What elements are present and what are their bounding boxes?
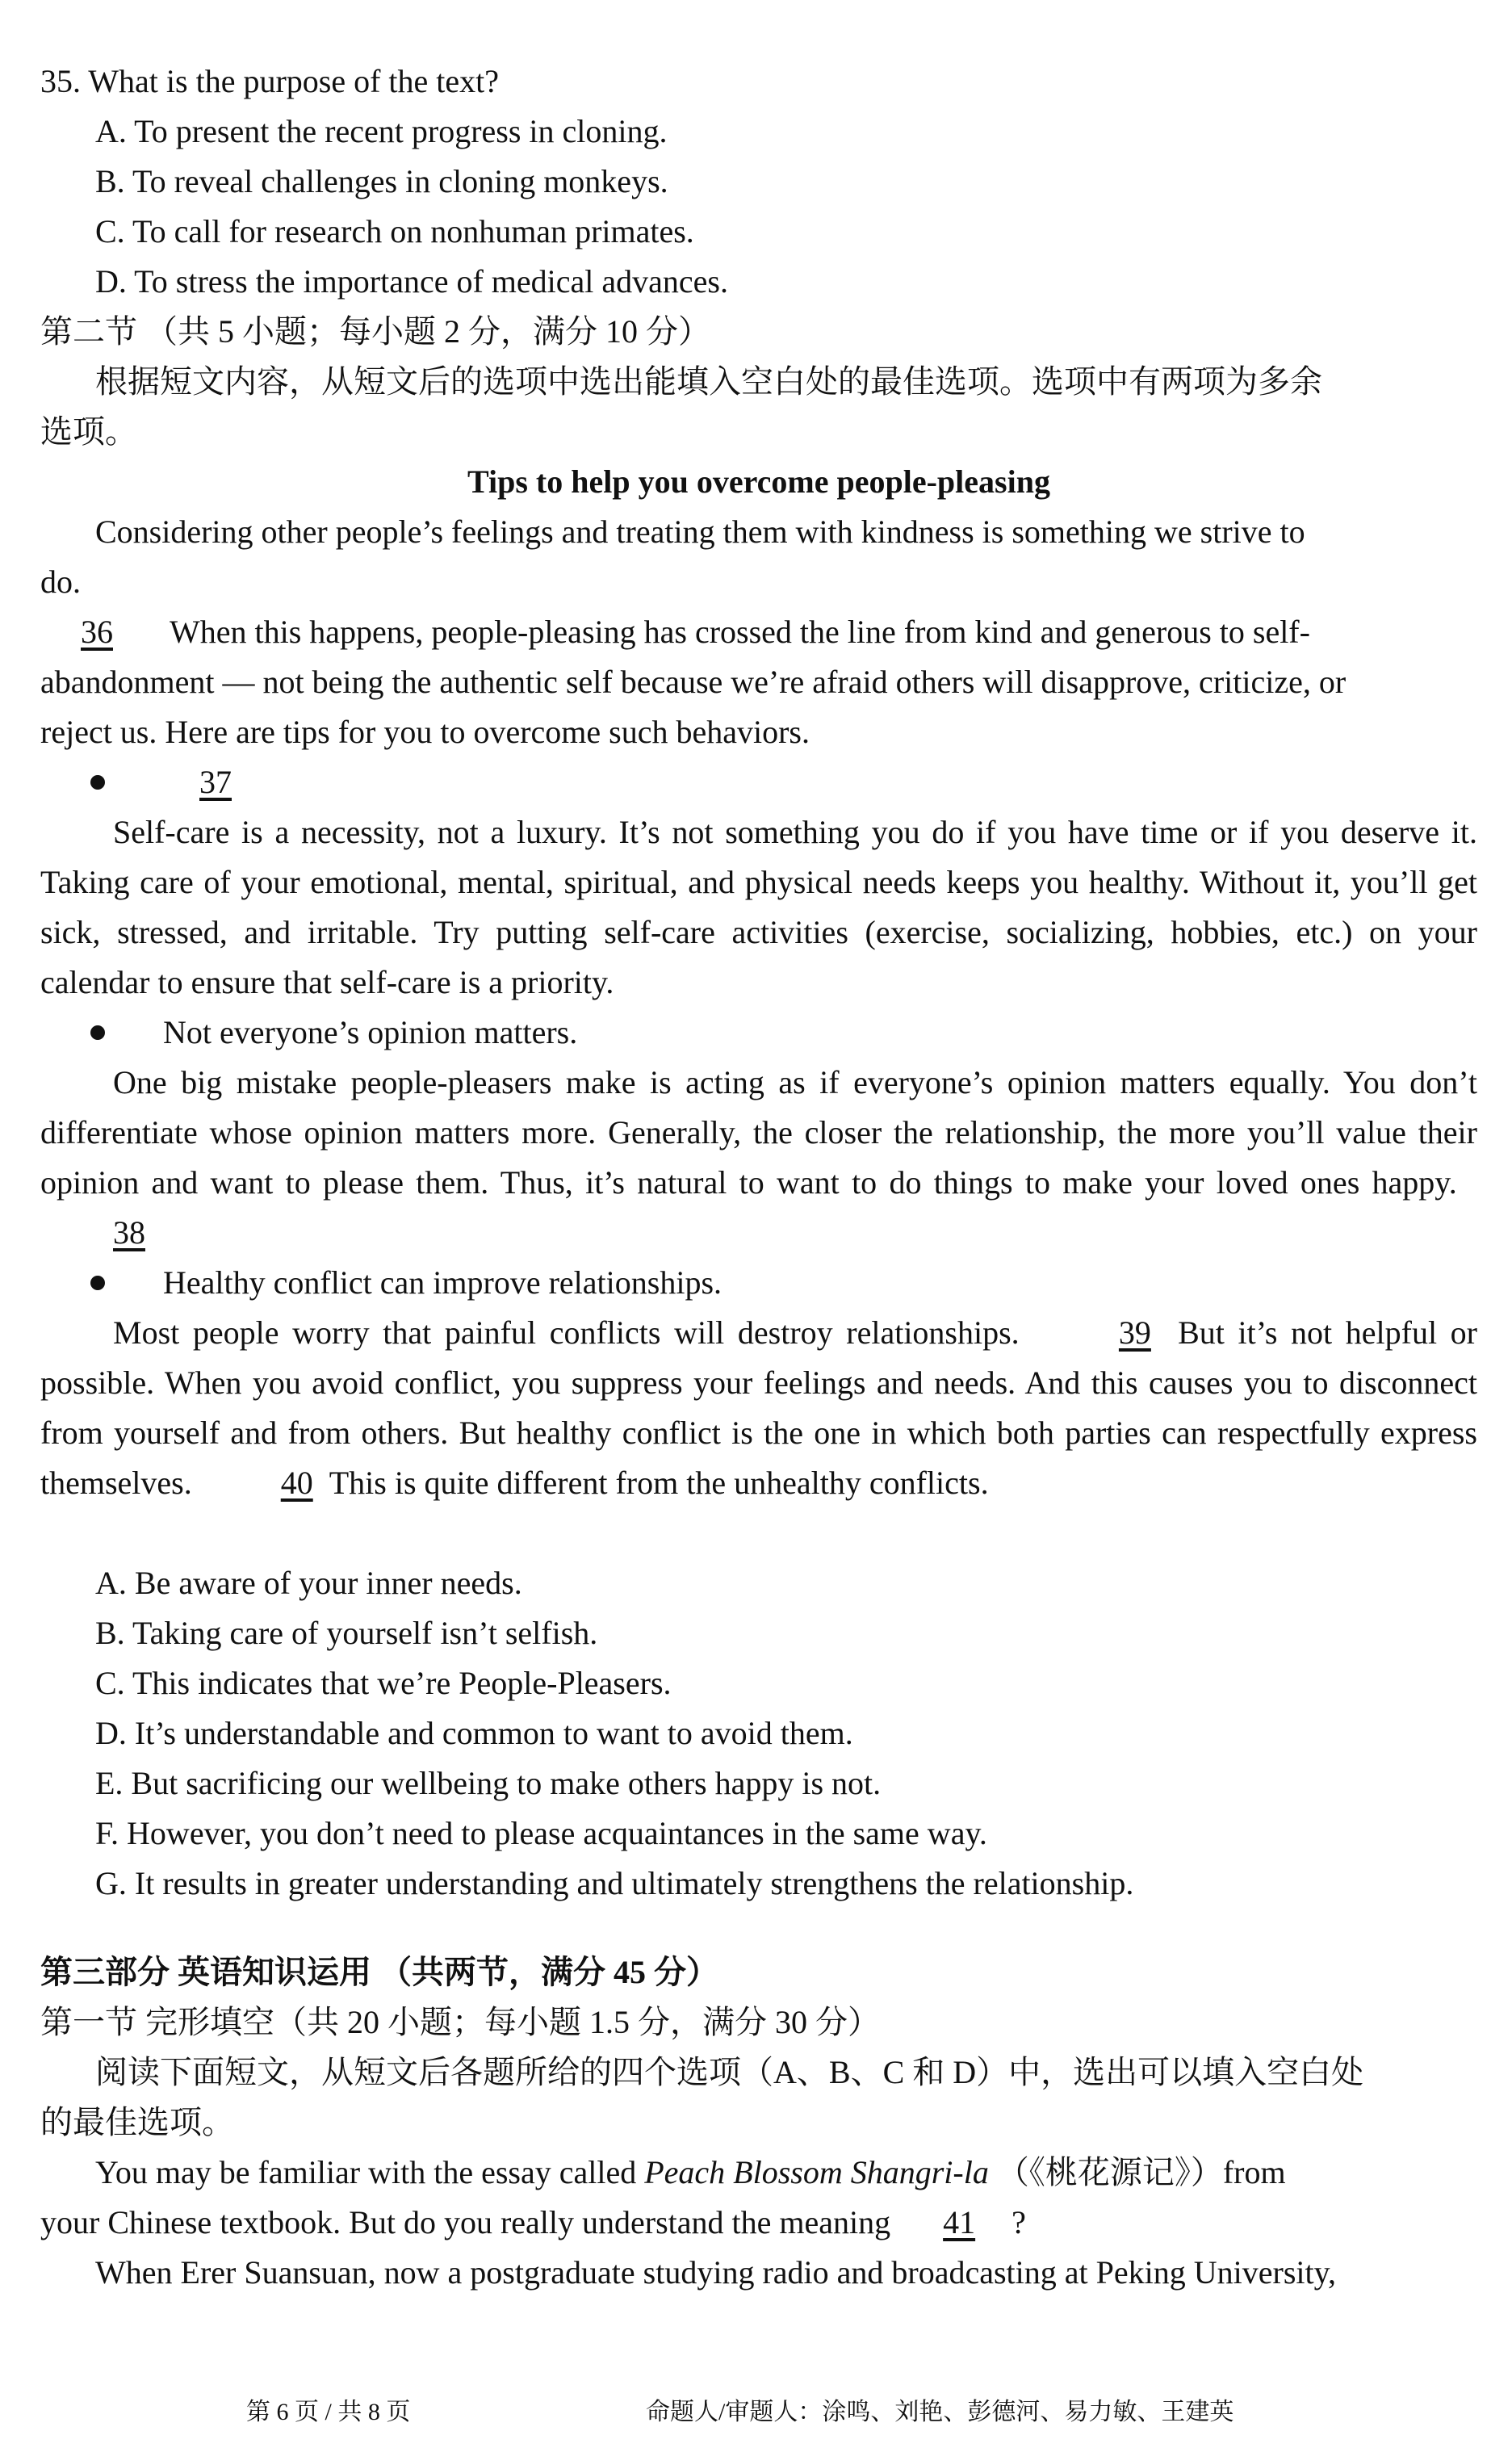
- part-3-instruction-2: 的最佳选项。: [40, 2104, 234, 2140]
- bullet-opinion-text: Not everyone’s opinion matters.: [163, 1014, 578, 1050]
- passage-p5-text-2: But it’s not helpful or possible. When you avoid conflict, you suppress your feelings and needs. And this causes you to disconnect from yourself and from others. But healthy conflict is the one in which both parties can respectfully express themselves.: [40, 1314, 1477, 1501]
- option-d: D. It’s understandable and common to want to avoid them.: [95, 1715, 853, 1751]
- blank-39: 39: [1118, 1314, 1151, 1351]
- option-f: F. However, you don’t need to please acquaintances in the same way.: [95, 1815, 987, 1851]
- passage-p5: [40, 1308, 1477, 1508]
- passage-p2-line2: abandonment — not being the authentic self because we’re afraid others will disapprove, criticize, or: [40, 664, 1347, 700]
- bullet-dot-icon: [90, 775, 105, 790]
- page-content: [40, 57, 1477, 2298]
- question-35-stem: 35. What is the purpose of the text?: [40, 63, 500, 99]
- section-2-instruction-1: 根据短文内容，从短文后的选项中选出能填入空白处的最佳选项。选项中有两项为多余: [95, 363, 1322, 400]
- cloze-p1-text-c: your Chinese textbook. But do you really understand the meaning: [40, 2204, 891, 2240]
- option-a: A. Be aware of your inner needs.: [95, 1565, 522, 1601]
- section-2-instruction-2: 选项。: [40, 413, 137, 450]
- passage-p2-line3: reject us. Here are tips for you to overcome such behaviors.: [40, 714, 810, 750]
- passage-title: Tips to help you overcome people-pleasing: [467, 463, 1050, 500]
- passage-p4-text: One big mistake people-pleasers make is acting as if everyone’s opinion matters equally. You don’t differentiate whose opinion matters more. Generally, the closer the relationship, the more you’ll value their opinion and want to please them. Thus, it’s natural to want to do things to make your loved ones happy.: [40, 1064, 1477, 1201]
- bullet-conflict-text: Healthy conflict can improve relationships.: [163, 1264, 722, 1301]
- cloze-essay-title: Peach Blossom Shangri-la: [644, 2154, 989, 2190]
- option-g: G. It results in greater understanding and ultimately strengthens the relationship.: [95, 1865, 1134, 1901]
- bullet-item-37: [40, 757, 1477, 807]
- passage-p5-text-1: Most people worry that painful conflicts will destroy relationships.: [113, 1314, 1020, 1351]
- blank-41: 41: [943, 2204, 976, 2240]
- bullet-item-conflict: [40, 1258, 1477, 1308]
- cloze-p1-line1: [40, 2148, 1477, 2198]
- cloze-p1-text-b: （《桃花源记》）from: [988, 2154, 1286, 2190]
- bullet-item-opinion: [40, 1008, 1477, 1058]
- passage-p2-line1: [40, 607, 1477, 657]
- option-c: C. This indicates that we’re People-Pleasers.: [95, 1665, 672, 1701]
- blank-36: 36: [81, 614, 113, 650]
- footer-authors: 命题人/审题人：涂鸣、刘艳、彭德河、易力敏、王建英: [646, 2399, 1234, 2425]
- blank-38: 38: [113, 1214, 145, 1251]
- passage-p1-line2: do.: [40, 564, 81, 600]
- passage-p1-line1: Considering other people’s feelings and treating them with kindness is something we strive to: [95, 513, 1305, 550]
- cloze-p1-line2: [40, 2198, 1477, 2248]
- cloze-p1-text-a: You may be familiar with the essay called: [95, 2154, 645, 2190]
- bullet-dot-icon: [90, 1276, 105, 1290]
- q35-option-c: C. To call for research on nonhuman primates.: [95, 213, 694, 249]
- passage-p2-text-1: When this happens, people-pleasing has crossed the line from kind and generous to self-: [170, 614, 1310, 650]
- spacer: [40, 1909, 1477, 1947]
- bullet-dot-icon: [90, 1025, 105, 1040]
- part-3-heading: 第三部分 英语知识运用 （共两节，满分 45 分）: [40, 1954, 718, 1990]
- page-number: 第 6 页 / 共 8 页: [246, 2399, 411, 2425]
- passage-p5-text-3: This is quite different from the unhealthy conflicts.: [329, 1465, 989, 1501]
- spacer: [40, 1508, 1477, 1558]
- option-e: E. But sacrificing our wellbeing to make others happy is not.: [95, 1765, 882, 1801]
- section-2-heading: 第二节 （共 5 小题；每小题 2 分，满分 10 分）: [40, 313, 710, 350]
- part-3-instruction-1: 阅读下面短文，从短文后各题所给的四个选项（A、B、C 和 D）中，选出可以填入空白处: [95, 2054, 1364, 2090]
- cloze-p1-text-d: ?: [1011, 2204, 1026, 2240]
- passage-p4: [40, 1058, 1477, 1258]
- blank-37: 37: [199, 764, 232, 800]
- part-3-sub-heading: 第一节 完形填空（共 20 小题；每小题 1.5 分，满分 30 分）: [40, 2004, 880, 2040]
- q35-option-d: D. To stress the importance of medical advances.: [95, 263, 728, 300]
- q35-option-a: A. To present the recent progress in cloning.: [95, 113, 668, 149]
- q35-option-b: B. To reveal challenges in cloning monkeys.: [95, 163, 668, 199]
- cloze-p2-line1: When Erer Suansuan, now a postgraduate studying radio and broadcasting at Peking University,: [95, 2254, 1337, 2291]
- passage-p3: Self-care is a necessity, not a luxury. It’s not something you do if you have time or if you deserve it. Taking care of your emotional, mental, spiritual, and physical needs keeps you healthy. Without it, you’ll get sick, stressed, and irritable. Try putting self-care activities (exercise, socializing, hobbies, etc.) on your calendar to ensure that self-care is a priority.: [40, 814, 1477, 1000]
- blank-40: 40: [280, 1465, 313, 1501]
- option-b: B. Taking care of yourself isn’t selfish.: [95, 1615, 598, 1651]
